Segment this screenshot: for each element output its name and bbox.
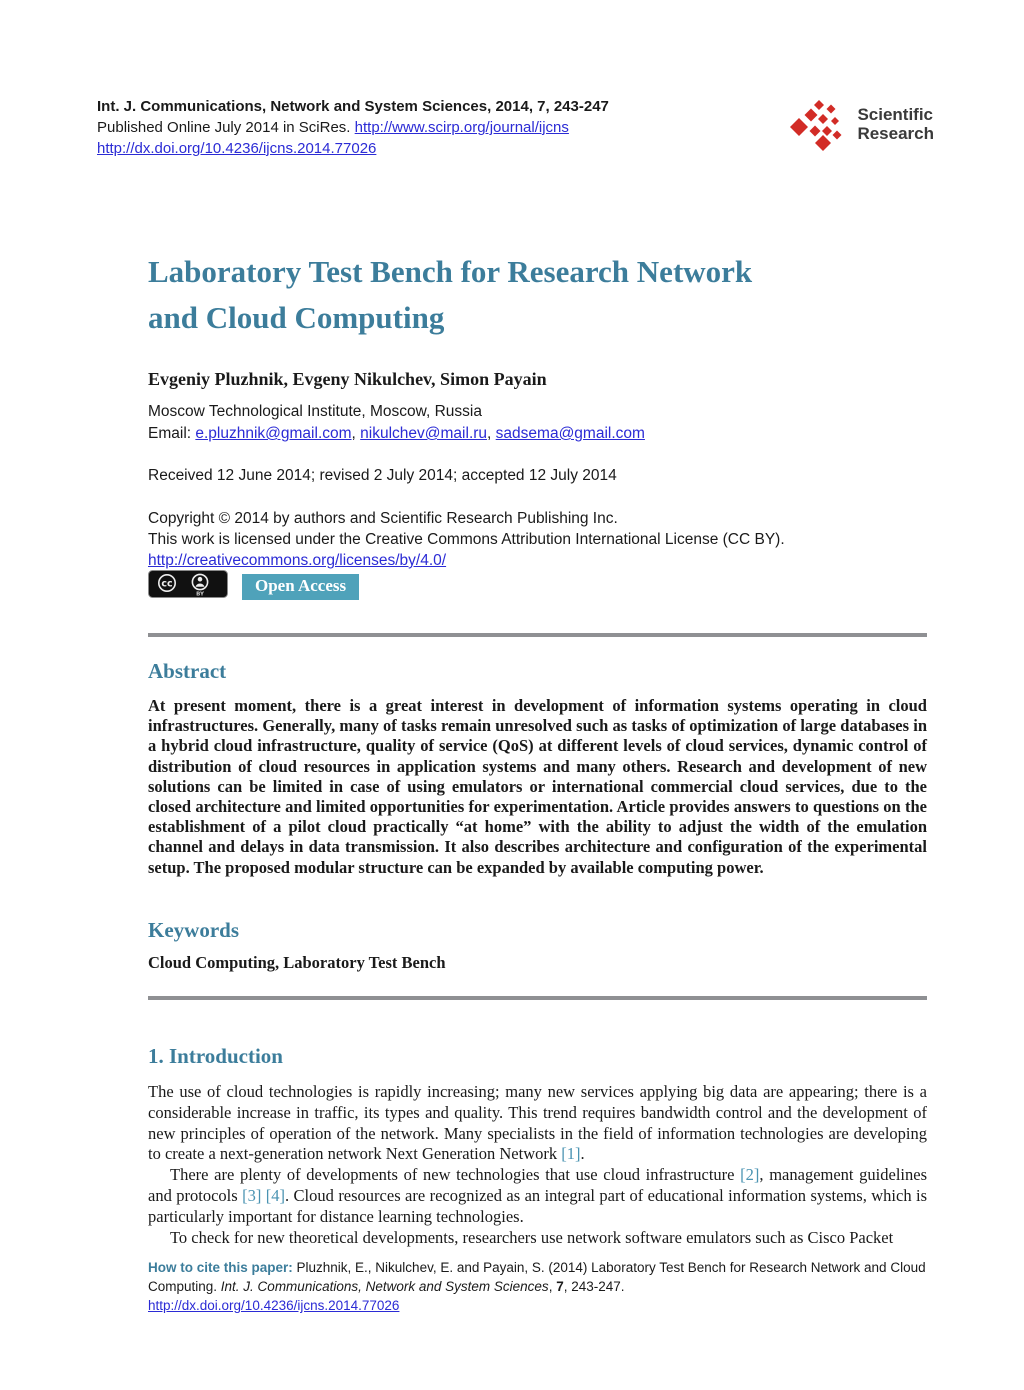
email-line[interactable]: Email: e.pluzhnik@gmail.com, nikulchev@mail.ru, sadsema@gmail.com <box>148 425 645 442</box>
svg-text:cc: cc <box>161 578 173 590</box>
divider-rule-top <box>148 633 927 637</box>
footer-doi-link[interactable]: http://dx.doi.org/10.4236/ijcns.2014.77026 <box>148 1298 400 1313</box>
journal-info <box>97 96 609 159</box>
keywords-heading: Keywords <box>148 918 239 942</box>
introduction-heading: 1. Introduction <box>148 1044 283 1068</box>
affiliation-block <box>148 401 927 445</box>
how-to-cite-footer <box>148 1258 927 1315</box>
page-header <box>97 96 934 159</box>
received-dates: Received 12 June 2014; revised 2 July 2014; accepted 12 July 2014 <box>148 467 617 484</box>
published-line[interactable]: Published Online July 2014 in SciRes. http://www.scirp.org/journal/ijcns <box>97 119 569 136</box>
cc-by-text: BY <box>196 591 204 598</box>
license-link[interactable]: http://creativecommons.org/licenses/by/4.0/ <box>148 552 447 569</box>
intro-paragraph-3: To check for new theoretical developments, researchers use network software emulators such as Cisco Packet <box>170 1227 894 1247</box>
divider-rule-bottom <box>148 996 927 1000</box>
abstract-heading: Abstract <box>148 659 227 683</box>
copyright-block <box>148 508 927 571</box>
publisher-logo <box>788 96 934 159</box>
copyright-line1: Copyright © 2014 by authors and Scientific Research Publishing Inc. <box>148 510 618 527</box>
cc-by-badge[interactable] <box>148 570 228 603</box>
intro-paragraph-1: The use of cloud technologies is rapidly increasing; many new services applying big data are appearing; there is a considerable increase in traffic, its types and quality. This trend requires bandwidth control and the development of new principles of operation of the network. Many specialists in the field of information technologies are developing to create a next-generation network Next Generation Network [1]. <box>148 1082 927 1164</box>
keywords-list: Cloud Computing, Laboratory Test Bench <box>148 953 446 972</box>
license-badges <box>148 570 927 603</box>
paper-title: Laboratory Test Bench for Research Network and Cloud Computing <box>148 254 753 335</box>
journal-reference: Int. J. Communications, Network and System Sciences, 2014, 7, 243-247 <box>97 98 609 115</box>
copyright-line2: This work is licensed under the Creative Commons Attribution International License (CC BY). <box>148 531 785 548</box>
open-access-button[interactable]: Open Access <box>242 574 359 600</box>
authors: Evgeniy Pluzhnik, Evgeny Nikulchev, Simon Payain <box>148 369 547 389</box>
introduction-body <box>148 1082 927 1248</box>
affiliation: Moscow Technological Institute, Moscow, Russia <box>148 403 482 420</box>
abstract-body: At present moment, there is a great interest in development of information systems operating in cloud infrastructures. Generally, many of tasks remain unresolved such as tasks of optimization of large databases in a hybrid cloud infrastructure, quality of service (QoS) at different levels of cloud services, dynamic control of distribution of cloud resources in application systems and many others. Research and development of new solutions can be limited in case of using emulators or international commercial cloud services, due to the closed architecture and limited opportunities for experimentation. Article provides answers to questions on the establishment of a pilot cloud practically “at home” with the ability to adjust the width of the emulation channel and delays in data transmission. It also describes architecture and configuration of the experimental setup. The proposed modular structure can be expanded by available computing power. <box>148 696 927 877</box>
how-to-cite-label: How to cite this paper: <box>148 1260 297 1275</box>
scirp-diamonds-icon <box>788 96 852 157</box>
citation-text: Pluzhnik, E., Nikulchev, E. and Payain, S. (2014) Laboratory Test Bench for Research Network and Cloud Computing. Int. J. Communications, Network and System Sciences, 7, 243-247. <box>148 1260 926 1294</box>
intro-paragraph-2: There are plenty of developments of new technologies that use cloud infrastructure [2], management guidelines and protocols [3] [4]. Cloud resources are recognized as an integral part of educational information systems, which is particularly important for distance learning technologies. <box>148 1165 928 1226</box>
publisher-name: Scientific Research <box>857 105 934 143</box>
header-doi-link[interactable]: http://dx.doi.org/10.4236/ijcns.2014.77026 <box>97 140 377 157</box>
